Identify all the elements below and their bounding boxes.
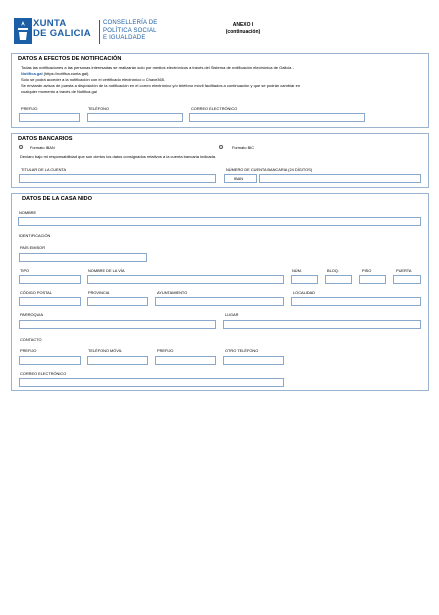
nest-prefijo2-label: PREFIJO <box>157 348 174 353</box>
notification-text-1: Todas las notificaciones a las personas interesadas se realizarán solo por medios electrónicos a través del Sistema de notificación electrónica de Galicia - <box>21 65 294 70</box>
notif-prefijo-label: PREFIJO <box>21 106 38 111</box>
nest-nombre-label: NOMBRE <box>19 210 37 215</box>
notification-text-3: Solo se podrá acceder a la notificación con el certificado electrónico o Chave365. <box>21 77 166 82</box>
nest-piso-field[interactable] <box>359 275 386 284</box>
nest-prefijo1-field[interactable] <box>19 356 81 365</box>
nest-cp-label: CÓDIGO POSTAL <box>20 290 52 295</box>
nest-prefijo1-label: PREFIJO <box>20 348 37 353</box>
nest-title: DATOS DE LA CASA NIDO <box>22 196 92 202</box>
nest-contacto-label: CONTACTO <box>20 337 42 342</box>
nest-ayuntamiento-label: AYUNTAMIENTO <box>157 290 188 295</box>
bank-declaration: Declaro bajo mi responsabilidad que son ciertos los datos consignados relativos a la cuenta bancaria indicada. <box>20 154 217 159</box>
nest-provincia-label: PROVINCIA <box>88 290 110 295</box>
bank-numero-field[interactable] <box>259 174 421 183</box>
notification-text-5: cualquier momento a través de Notifica.gal <box>21 89 97 94</box>
nest-bloq-label: BLOQ. <box>327 268 339 273</box>
nest-parroquia-label: PARROQUIA <box>20 312 44 317</box>
nest-movil-label: TELÉFONO MÓVIL <box>88 348 123 353</box>
nest-otro-field[interactable] <box>223 356 284 365</box>
nest-num-label: NÚM. <box>292 268 302 273</box>
notification-title: DATOS A EFECTOS DE NOTIFICACIÓN <box>18 56 122 62</box>
nest-nombre-field[interactable] <box>18 217 421 226</box>
nest-pais-field[interactable] <box>19 253 147 262</box>
consellaria-line1: CONSELLERÍA DE <box>103 20 158 26</box>
nest-prefijo2-field[interactable] <box>155 356 216 365</box>
nest-otro-label: OTRO TELÉFONO <box>225 348 259 353</box>
nest-identificacion-label: IDENTIFICACIÓN <box>19 233 51 238</box>
radio-bic[interactable] <box>219 145 223 149</box>
notif-correo-label: CORREO ELECTRÓNICO <box>191 106 238 111</box>
bank-titular-label: TITULAR DE LA CUENTA <box>21 167 67 172</box>
nest-localidad-field[interactable] <box>291 297 421 306</box>
notif-telefono-label: TELÉFONO <box>88 106 109 111</box>
nest-movil-field[interactable] <box>87 356 148 365</box>
nest-tipo-label: TIPO <box>20 268 30 273</box>
notification-text-4: Se enviarán avisos de puesta a disposición de la notificación en el correo electrónico y/o teléfono móvil facilitados a continuación y que se podrán cambiar en <box>21 83 301 88</box>
nest-provincia-field[interactable] <box>87 297 148 306</box>
annex-title: ANEXO I <box>232 22 254 28</box>
nest-ayuntamiento-field[interactable] <box>155 297 284 306</box>
nest-piso-label: PISO <box>362 268 372 273</box>
notifica-link[interactable]: Notifica.gal <box>21 71 43 76</box>
radio-iban-label: Formato IBAN <box>30 145 55 150</box>
notif-telefono-field[interactable] <box>87 113 183 122</box>
bank-title: DATOS BANCARIOS <box>18 136 73 142</box>
nest-tipo-field[interactable] <box>19 275 81 284</box>
notif-correo-field[interactable] <box>189 113 365 122</box>
nest-parroquia-field[interactable] <box>19 320 216 329</box>
nest-via-label: NOMBRE DE LA VÍA <box>88 268 125 273</box>
nest-puerta-label: PUERTA <box>396 268 412 273</box>
logo-divider <box>99 20 100 44</box>
notif-prefijo-field[interactable] <box>19 113 80 122</box>
logo-text <box>33 19 91 39</box>
logo-line1: XUNTA <box>33 18 67 29</box>
nest-lugar-field[interactable] <box>223 320 421 329</box>
logo-line2: DE GALICIA <box>33 28 91 39</box>
nest-correo-label: CORREO ELECTRÓNICO <box>20 371 67 376</box>
logo-mark-icon <box>14 18 32 44</box>
bank-numero-label: NÚMERO DE CUENTA BANCARIA (24 DÍGITOS) <box>226 167 313 172</box>
radio-bic-label: Formato BIC <box>232 145 255 150</box>
nest-cp-field[interactable] <box>19 297 81 306</box>
nest-lugar-label: LUGAR <box>225 312 239 317</box>
annex-subtitle: (continuación) <box>225 29 261 35</box>
nest-puerta-field[interactable] <box>393 275 421 284</box>
iban-prefix: IBAN <box>234 176 244 181</box>
consellaria-line2: POLÍTICA SOCIAL <box>103 27 157 34</box>
radio-iban[interactable] <box>19 145 23 149</box>
annex-heading <box>200 22 286 36</box>
nest-via-field[interactable] <box>87 275 284 284</box>
bank-titular-field[interactable] <box>19 174 216 183</box>
notification-text-2 <box>21 71 89 76</box>
nest-num-field[interactable] <box>291 275 318 284</box>
nest-correo-field[interactable] <box>19 378 284 387</box>
nest-bloq-field[interactable] <box>325 275 352 284</box>
nest-localidad-label: LOCALIDAD <box>293 290 316 295</box>
consellaria-line3: E IGUALDADE <box>103 35 146 41</box>
consellaria-name <box>103 20 158 43</box>
nest-pais-label: PAÍS EMISOR <box>20 245 46 250</box>
notification-url: (https://notifica.xunta.gal). <box>42 71 90 76</box>
